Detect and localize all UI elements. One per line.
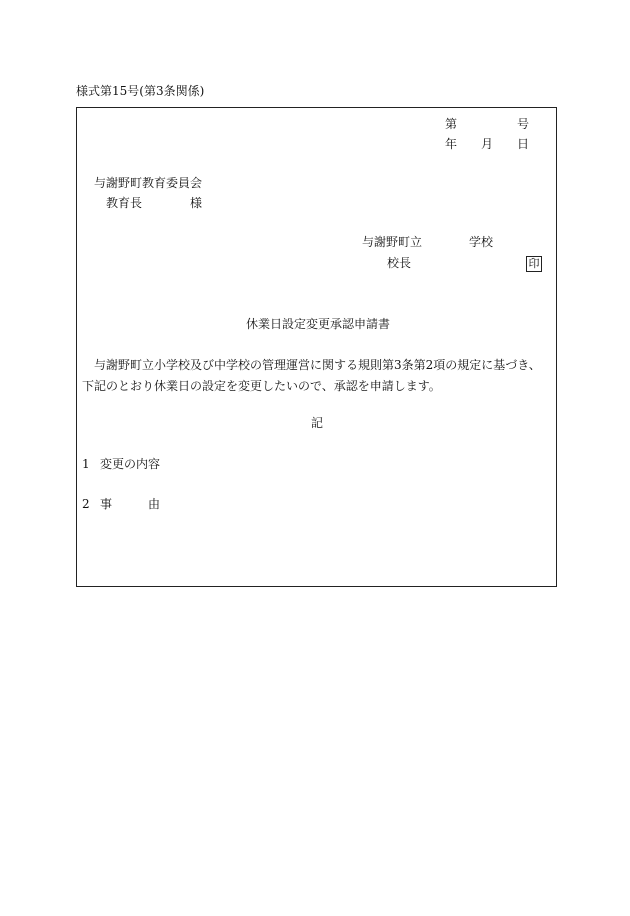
applicant-school-prefix: 与謝野町立 xyxy=(362,235,423,249)
date-year: 年 xyxy=(445,137,458,151)
addressee-honorific: 様 xyxy=(190,196,203,210)
addressee-organization: 与謝野町教育委員会 xyxy=(94,176,203,190)
applicant-role: 校長 xyxy=(387,256,412,270)
seal-mark: 印 xyxy=(526,256,542,272)
form-number-label: 様式第15号(第3条関係) xyxy=(76,84,205,98)
number-go: 号 xyxy=(517,117,530,131)
item-1-number: 1 xyxy=(82,457,90,471)
ki-heading: 記 xyxy=(311,416,324,430)
item-1-label: 変更の内容 xyxy=(100,457,161,471)
item-2-label-a: 事 xyxy=(100,497,113,511)
document-title: 休業日設定変更承認申請書 xyxy=(246,317,391,331)
date-day: 日 xyxy=(517,137,530,151)
date-month: 月 xyxy=(481,137,494,151)
item-2-number: 2 xyxy=(82,497,90,511)
application-body-text: 与謝野町立小学校及び中学校の管理運営に関する規則第3条第2項の規定に基づき、下記のとおり休業日の設定を変更したいので、承認を申請します。 xyxy=(82,358,541,393)
addressee-title: 教育長 xyxy=(106,196,143,210)
item-2-label-b: 由 xyxy=(148,497,161,511)
applicant-school-suffix: 学校 xyxy=(469,235,494,249)
number-dai: 第 xyxy=(445,117,458,131)
